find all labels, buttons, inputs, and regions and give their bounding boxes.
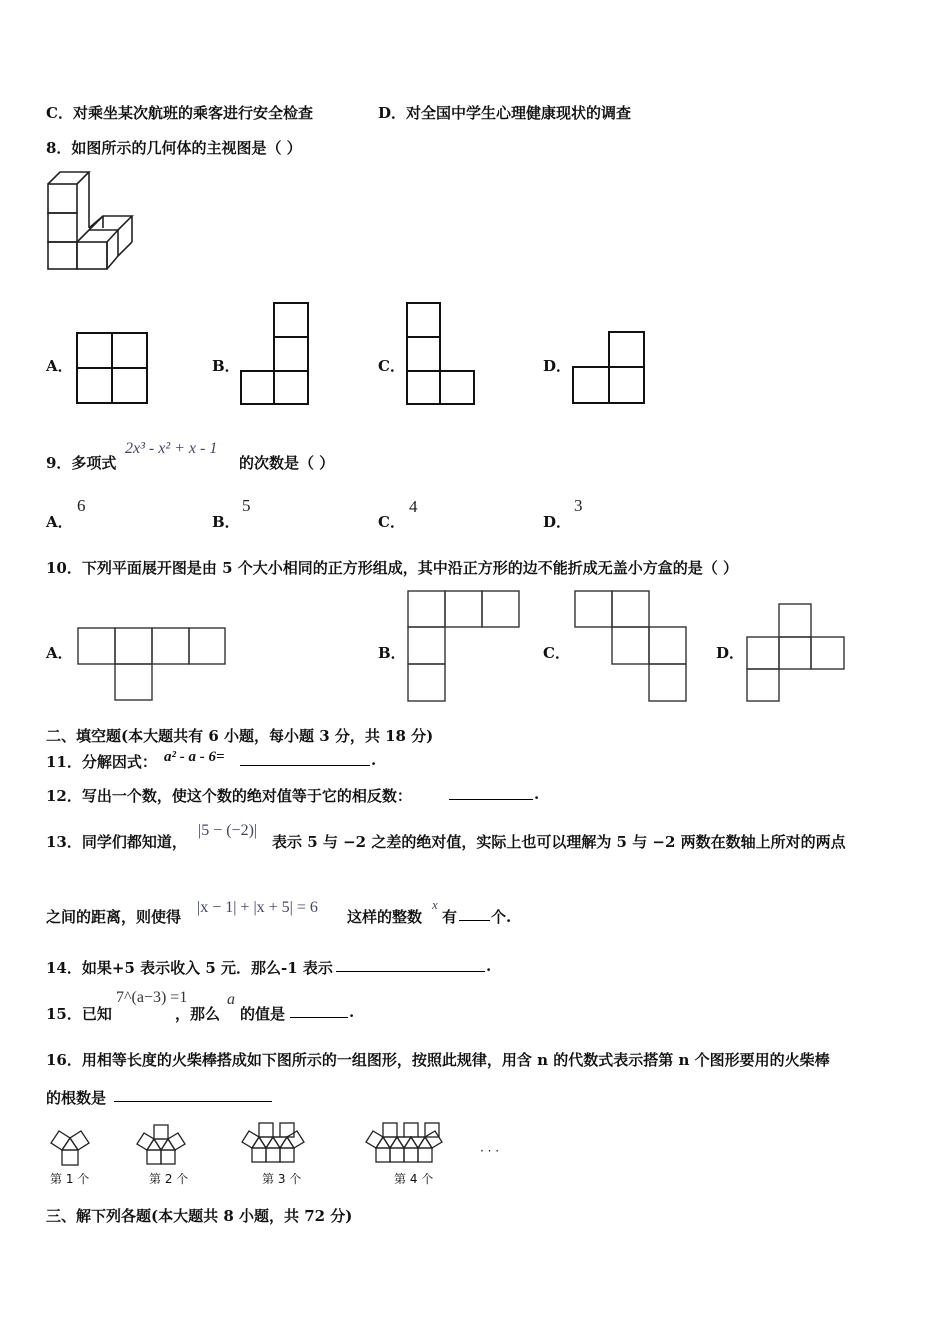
q11-prefix: 11．分解因式：: [46, 753, 157, 771]
q13-line2-mid: 这样的整数: [347, 908, 423, 926]
q8-stem: 8．如图所示的几何体的主视图是（ ）: [46, 139, 302, 157]
q9-option-a-value: 6: [77, 496, 86, 515]
q15-suffix: 的值是: [240, 1005, 286, 1023]
q13-line2-prefix: 之间的距离，则使得: [46, 908, 182, 926]
q10-option-c-label: C．: [543, 644, 570, 662]
q16-figure-3: [240, 1120, 326, 1166]
q7-option-c: C．对乘坐某次航班的乘客进行安全检查: [46, 104, 313, 122]
q7-option-d: D．对全国中学生心理健康现状的调查: [378, 104, 632, 122]
q15-variable-a: a: [227, 991, 235, 1008]
q10-option-c-net: [574, 590, 688, 704]
q9-option-d-label: D．: [543, 513, 572, 531]
q16-caption-3: 第 3 个: [262, 1172, 302, 1186]
q11-answer-blank[interactable]: [240, 751, 370, 766]
q8-solid-figure: [40, 168, 150, 278]
q8-option-d-label: D．: [543, 357, 572, 375]
q9-option-c-value: 4: [409, 497, 418, 516]
q10-option-a-net: [77, 627, 227, 703]
q9-option-d-value: 3: [574, 496, 583, 515]
q13-end: 个.: [491, 908, 512, 926]
q13-expression-2: |x − 1| + |x + 5| = 6: [197, 899, 318, 916]
q13-expression-1: |5 − (−2)|: [198, 822, 258, 839]
q11-expression: a² - a - 6=: [164, 749, 225, 765]
q13-answer-blank[interactable]: [459, 906, 490, 921]
q10-option-a-label: A．: [46, 644, 73, 662]
q16-line2: 的根数是: [46, 1089, 107, 1107]
q14-answer-blank[interactable]: [336, 957, 485, 972]
q8-option-c-label: C．: [378, 357, 405, 375]
q16-figure-2: [134, 1120, 198, 1168]
q10-option-d-net: [746, 603, 848, 703]
q8-option-d-view: [572, 331, 646, 405]
q14-text: 14．如果+5 表示收入 5 元．那么-1 表示: [46, 959, 333, 977]
q16-answer-blank[interactable]: [114, 1087, 272, 1102]
q16-line1: 16．用相等长度的火柴棒搭成如下图所示的一组图形，按照此规律，用含 n 的代数式表示搭第 n 个图形要用的火柴棒: [46, 1051, 830, 1069]
q16-caption-1: 第 1 个: [50, 1172, 90, 1186]
q12-answer-blank[interactable]: [449, 785, 533, 800]
q13-prefix: 13．同学们都知道，: [46, 833, 187, 851]
q9-option-b-value: 5: [242, 496, 251, 515]
q9-stem-prefix: 9．多项式: [46, 454, 117, 472]
q9-stem-suffix: 的次数是（ ）: [239, 454, 335, 472]
q8-option-a-label: A．: [46, 357, 73, 375]
q13-mid: 表示 5 与 −2 之差的绝对值，实际上也可以理解为 5 与 −2 两数在数轴上所对的两点: [272, 833, 846, 851]
q15-mid: ，那么: [175, 1005, 221, 1023]
q16-ellipsis: · · ·: [480, 1144, 500, 1158]
q8-option-b-label: B．: [212, 357, 240, 375]
q15-prefix: 15．已知: [46, 1005, 112, 1023]
q15-answer-blank[interactable]: [290, 1003, 348, 1018]
q9-option-b-label: B．: [212, 513, 240, 531]
q15-end: .: [349, 1003, 355, 1021]
q9-option-c-label: C．: [378, 513, 405, 531]
q10-option-b-label: B．: [378, 644, 406, 662]
q12-text: 12．写出一个数，使这个数的绝对值等于它的相反数：: [46, 787, 412, 805]
q13-line2-after: 有: [442, 908, 458, 926]
q8-option-b-view: [240, 302, 310, 406]
q16-figure-1: [48, 1126, 92, 1168]
q9-polynomial: 2x³ - x² + x - 1: [125, 440, 218, 457]
section-2-heading: 二、填空题(本大题共有 6 小题，每小题 3 分，共 18 分): [46, 727, 434, 745]
q10-stem: 10．下列平面展开图是由 5 个大小相同的正方形组成，其中沿正方形的边不能折成无盖小方盒的是（ ）: [46, 559, 738, 577]
q12-end: .: [534, 785, 540, 803]
q15-expression: 7^(a−3) =1: [116, 989, 188, 1006]
q8-option-a-view: [76, 332, 148, 404]
q10-option-d-label: D．: [716, 644, 745, 662]
q16-caption-4: 第 4 个: [394, 1172, 434, 1186]
q9-option-a-label: A．: [46, 513, 73, 531]
q16-caption-2: 第 2 个: [149, 1172, 189, 1186]
q16-figure-4: [364, 1120, 468, 1166]
q14-end: .: [486, 957, 492, 975]
q8-option-c-view: [406, 302, 476, 406]
q10-option-b-net: [407, 590, 521, 704]
section-3-heading: 三、解下列各题(本大题共 8 小题，共 72 分): [46, 1207, 353, 1225]
q11-end: .: [371, 751, 377, 769]
q13-variable-x: x: [432, 897, 438, 912]
